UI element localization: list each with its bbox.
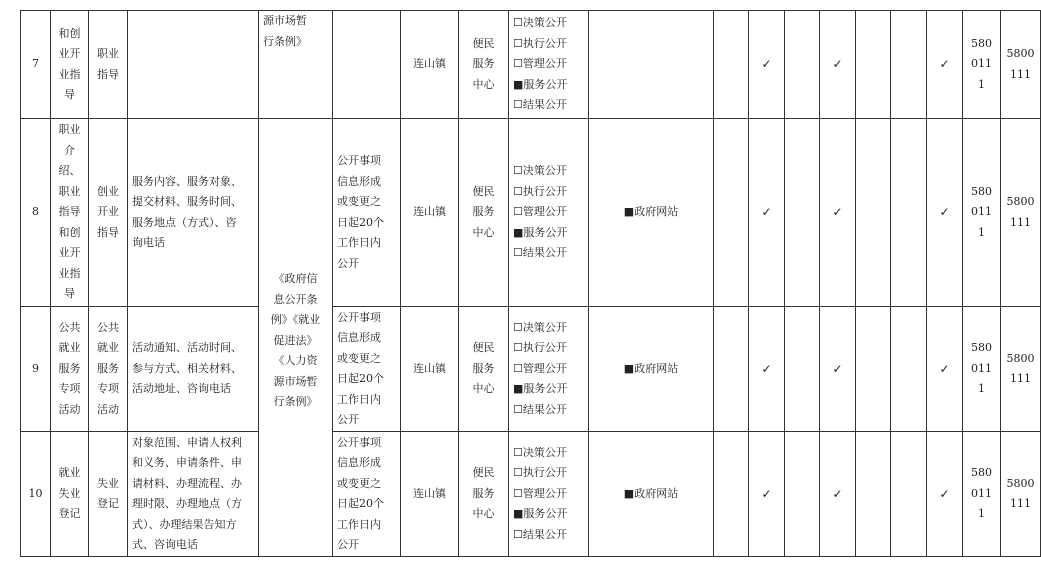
disclosure-basis: 《政府信 息公开条 例》《就业 促进法》 《人力资 源市场暂 行条例》	[259, 119, 333, 557]
item-category: 职业 介 绍、 职业 指导 和创 业开 业指 导	[51, 119, 89, 307]
item-subcategory: 职业 指导	[89, 11, 128, 119]
item-category: 就业 失业 登记	[51, 432, 89, 557]
item-category: 和创 业开 业指 导	[51, 11, 89, 119]
item-subcategory: 公共 就业 服务 专项 活动	[89, 307, 128, 432]
item-subcategory: 失业 登记	[89, 432, 128, 557]
website-channel	[589, 11, 714, 119]
check-col-5	[856, 11, 891, 119]
disclosure-type: ☐决策公开 ☐执行公开 ☐管理公开 ■服务公开 ☐结果公开	[509, 307, 589, 432]
check-col-1	[714, 119, 749, 307]
check-col-7: ✓	[927, 432, 963, 557]
disclosure-time: 公开事项 信息形成 或变更之 日起20个 工作日内 公开	[333, 432, 401, 557]
table-row	[21, 119, 1041, 307]
phone-number: 5800 111	[1001, 307, 1041, 432]
website-channel: ■政府网站	[589, 307, 714, 432]
check-col-6	[891, 11, 927, 119]
item-category: 公共 就业 服务 专项 活动	[51, 307, 89, 432]
table-row	[21, 11, 1041, 119]
disclosure-channel: 便民 服务 中心	[459, 119, 509, 307]
disclosure-table	[20, 10, 1041, 557]
table-row	[21, 307, 1041, 432]
check-col-5	[856, 119, 891, 307]
disclosure-type: ☐决策公开 ☐执行公开 ☐管理公开 ■服务公开 ☐结果公开	[509, 119, 589, 307]
disclosure-channel: 便民 服务 中心	[459, 432, 509, 557]
check-col-4: ✓	[820, 119, 856, 307]
disclosure-subject: 连山镇	[401, 11, 459, 119]
check-col-4: ✓	[820, 432, 856, 557]
phone-prefix: 580 011 1	[963, 307, 1001, 432]
phone-prefix: 580 011 1	[963, 11, 1001, 119]
disclosure-subject: 连山镇	[401, 307, 459, 432]
check-col-2: ✓	[749, 432, 785, 557]
check-col-5	[856, 307, 891, 432]
check-col-1	[714, 432, 749, 557]
table-row	[21, 432, 1041, 557]
disclosure-subject: 连山镇	[401, 119, 459, 307]
disclosure-channel: 便民 服务 中心	[459, 307, 509, 432]
disclosure-subject: 连山镇	[401, 432, 459, 557]
check-col-3	[785, 307, 820, 432]
disclosure-time: 公开事项 信息形成 或变更之 日起20个 工作日内 公开	[333, 307, 401, 432]
phone-prefix: 580 011 1	[963, 119, 1001, 307]
disclosure-channel: 便民 服务 中心	[459, 11, 509, 119]
row-number: 9	[21, 307, 51, 432]
disclosure-content	[128, 11, 259, 119]
check-col-3	[785, 119, 820, 307]
check-col-7: ✓	[927, 307, 963, 432]
disclosure-content: 活动通知、活动时间、 参与方式、相关材料、 活动地址、咨询电话	[128, 307, 259, 432]
row-number: 10	[21, 432, 51, 557]
phone-number: 5800 111	[1001, 119, 1041, 307]
check-col-7: ✓	[927, 119, 963, 307]
phone-prefix: 580 011 1	[963, 432, 1001, 557]
disclosure-content: 服务内容、服务对象、 提交材料、服务时间、 服务地点（方式）、咨 询电话	[128, 119, 259, 307]
phone-number: 5800 111	[1001, 432, 1041, 557]
disclosure-time	[333, 11, 401, 119]
check-col-4: ✓	[820, 307, 856, 432]
check-col-5	[856, 432, 891, 557]
check-col-2: ✓	[749, 119, 785, 307]
check-col-4: ✓	[820, 11, 856, 119]
disclosure-basis: 源市场暂 行条例》	[259, 11, 333, 119]
check-col-7: ✓	[927, 11, 963, 119]
check-col-6	[891, 432, 927, 557]
check-col-2: ✓	[749, 11, 785, 119]
check-col-3	[785, 11, 820, 119]
disclosure-content: 对象范围、申请人权利 和义务、申请条件、申 请材料、办理流程、办 理时限、办理地点（方 式）、办理结果告知方 式、咨询电话	[128, 432, 259, 557]
check-col-6	[891, 119, 927, 307]
row-number: 7	[21, 11, 51, 119]
phone-number: 5800 111	[1001, 11, 1041, 119]
check-col-1	[714, 11, 749, 119]
check-col-1	[714, 307, 749, 432]
check-col-2: ✓	[749, 307, 785, 432]
check-col-3	[785, 432, 820, 557]
item-subcategory: 创业 开业 指导	[89, 119, 128, 307]
website-channel: ■政府网站	[589, 432, 714, 557]
row-number: 8	[21, 119, 51, 307]
check-col-6	[891, 307, 927, 432]
disclosure-type: ☐决策公开 ☐执行公开 ☐管理公开 ■服务公开 ☐结果公开	[509, 11, 589, 119]
website-channel: ■政府网站	[589, 119, 714, 307]
disclosure-time: 公开事项 信息形成 或变更之 日起20个 工作日内 公开	[333, 119, 401, 307]
disclosure-type: ☐决策公开 ☐执行公开 ☐管理公开 ■服务公开 ☐结果公开	[509, 432, 589, 557]
